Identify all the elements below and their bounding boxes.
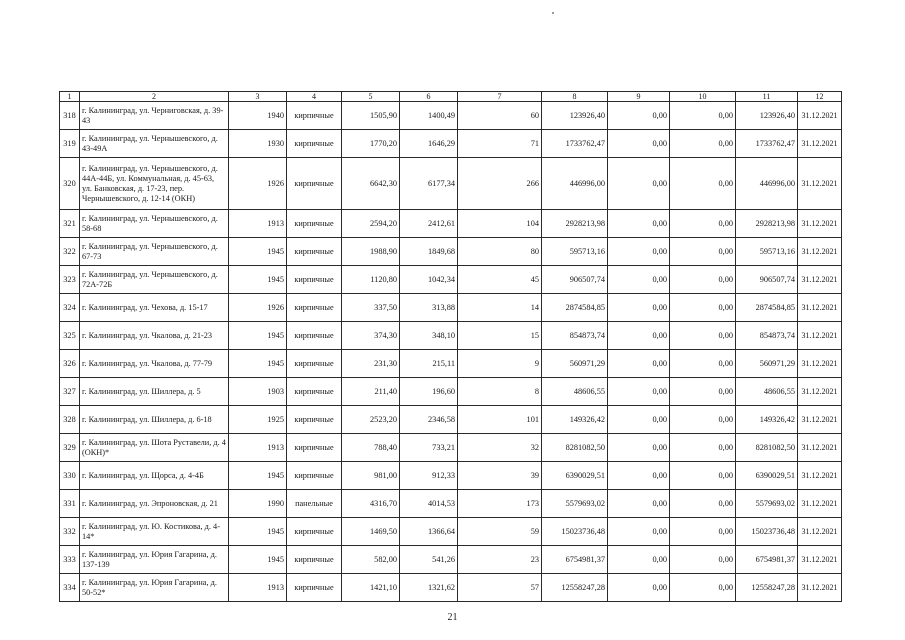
table-row: [60, 266, 842, 294]
table-row: [60, 158, 842, 210]
value-cell: 60: [458, 102, 542, 130]
year-cell: 1945: [229, 266, 287, 294]
value-cell: 1505,90: [342, 102, 400, 130]
row-number: 325: [60, 322, 80, 350]
date-cell: 31.12.2021: [798, 266, 842, 294]
row-number: 321: [60, 210, 80, 238]
year-cell: 1990: [229, 490, 287, 518]
row-number: 318: [60, 102, 80, 130]
date-cell: 31.12.2021: [798, 322, 842, 350]
value-cell: 4316,70: [342, 490, 400, 518]
value-cell: 266: [458, 158, 542, 210]
value-cell: 2594,20: [342, 210, 400, 238]
amount-cell: 0,00: [608, 574, 670, 602]
amount-cell: 0,00: [670, 378, 736, 406]
table-row: [60, 322, 842, 350]
column-header: 9: [608, 92, 670, 102]
address-cell: г. Калининград, ул. Шота Руставели, д. 4 (ОКН)*: [80, 434, 229, 462]
amount-cell: 906507,74: [542, 266, 608, 294]
value-cell: 788,40: [342, 434, 400, 462]
address-cell: г. Калининград, ул. Юрия Гагарина, д. 137-139: [80, 546, 229, 574]
value-cell: 15: [458, 322, 542, 350]
amount-cell: 2928213,98: [542, 210, 608, 238]
date-cell: 31.12.2021: [798, 102, 842, 130]
amount-cell: 48606,55: [542, 378, 608, 406]
date-cell: 31.12.2021: [798, 378, 842, 406]
page-number: 21: [447, 612, 458, 623]
amount-cell: 0,00: [670, 490, 736, 518]
row-number: 328: [60, 406, 80, 434]
amount-cell: 0,00: [608, 238, 670, 266]
value-cell: 1646,29: [400, 130, 458, 158]
value-cell: 981,00: [342, 462, 400, 490]
date-cell: 31.12.2021: [798, 294, 842, 322]
amount-cell: 0,00: [670, 130, 736, 158]
value-cell: 173: [458, 490, 542, 518]
row-number: 322: [60, 238, 80, 266]
value-cell: 14: [458, 294, 542, 322]
amount-cell: 149326,42: [736, 406, 798, 434]
value-cell: 211,40: [342, 378, 400, 406]
address-cell: г. Калининград, ул. Чкалова, д. 21-23: [80, 322, 229, 350]
date-cell: 31.12.2021: [798, 546, 842, 574]
amount-cell: 6390029,51: [542, 462, 608, 490]
value-cell: 1849,68: [400, 238, 458, 266]
table-row: [60, 574, 842, 602]
year-cell: 1926: [229, 158, 287, 210]
amount-cell: 560971,29: [542, 350, 608, 378]
column-header: 6: [400, 92, 458, 102]
value-cell: 912,33: [400, 462, 458, 490]
table-row: [60, 378, 842, 406]
value-cell: 541,26: [400, 546, 458, 574]
amount-cell: 0,00: [670, 266, 736, 294]
amount-cell: 12558247,28: [736, 574, 798, 602]
value-cell: 1421,10: [342, 574, 400, 602]
material-cell: кирпичные: [287, 210, 342, 238]
address-cell: г. Калининград, ул. Ю. Костикова, д. 4-14*: [80, 518, 229, 546]
year-cell: 1913: [229, 574, 287, 602]
row-number: 331: [60, 490, 80, 518]
amount-cell: 0,00: [670, 294, 736, 322]
amount-cell: 5579693,02: [542, 490, 608, 518]
value-cell: 337,50: [342, 294, 400, 322]
amount-cell: 0,00: [608, 210, 670, 238]
column-header: 2: [80, 92, 229, 102]
year-cell: 1945: [229, 518, 287, 546]
address-cell: г. Калининград, ул. Чернышевского, д. 44А-44Б, ул. Коммунальная, д. 45-63, ул. Банковская, д. 17-23, пер. Чернышевского, д. 12-14 (ОКН): [80, 158, 229, 210]
amount-cell: 0,00: [608, 434, 670, 462]
date-cell: 31.12.2021: [798, 574, 842, 602]
table-row: [60, 518, 842, 546]
material-cell: кирпичные: [287, 294, 342, 322]
column-header: 7: [458, 92, 542, 102]
column-header: 3: [229, 92, 287, 102]
amount-cell: 0,00: [670, 350, 736, 378]
column-number-header: [60, 92, 842, 102]
year-cell: 1903: [229, 378, 287, 406]
amount-cell: 12558247,28: [542, 574, 608, 602]
date-cell: 31.12.2021: [798, 462, 842, 490]
material-cell: кирпичные: [287, 350, 342, 378]
scan-speck: [552, 12, 554, 14]
address-cell: г. Калининград, ул. Шиллера, д. 5: [80, 378, 229, 406]
amount-cell: 0,00: [670, 238, 736, 266]
material-cell: кирпичные: [287, 546, 342, 574]
amount-cell: 2928213,98: [736, 210, 798, 238]
row-number: 324: [60, 294, 80, 322]
amount-cell: 0,00: [608, 102, 670, 130]
amount-cell: 0,00: [608, 378, 670, 406]
value-cell: 348,10: [400, 322, 458, 350]
amount-cell: 123926,40: [736, 102, 798, 130]
material-cell: кирпичные: [287, 266, 342, 294]
row-number: 323: [60, 266, 80, 294]
table-row: [60, 238, 842, 266]
material-cell: кирпичные: [287, 406, 342, 434]
amount-cell: 0,00: [670, 322, 736, 350]
year-cell: 1913: [229, 210, 287, 238]
year-cell: 1945: [229, 238, 287, 266]
address-cell: г. Калининград, ул. Чехова, д. 15-17: [80, 294, 229, 322]
amount-cell: 595713,16: [542, 238, 608, 266]
amount-cell: 0,00: [608, 406, 670, 434]
column-header: 1: [60, 92, 80, 102]
value-cell: 6177,34: [400, 158, 458, 210]
table-row: [60, 490, 842, 518]
row-number: 330: [60, 462, 80, 490]
value-cell: 231,30: [342, 350, 400, 378]
year-cell: 1945: [229, 350, 287, 378]
year-cell: 1940: [229, 102, 287, 130]
amount-cell: 8281082,50: [736, 434, 798, 462]
amount-cell: 48606,55: [736, 378, 798, 406]
amount-cell: 0,00: [670, 158, 736, 210]
amount-cell: 0,00: [608, 266, 670, 294]
value-cell: 59: [458, 518, 542, 546]
amount-cell: 8281082,50: [542, 434, 608, 462]
year-cell: 1945: [229, 322, 287, 350]
value-cell: 733,21: [400, 434, 458, 462]
amount-cell: 6754981,37: [542, 546, 608, 574]
column-header: 11: [736, 92, 798, 102]
amount-cell: 149326,42: [542, 406, 608, 434]
table-row: [60, 546, 842, 574]
value-cell: 2346,58: [400, 406, 458, 434]
material-cell: кирпичные: [287, 158, 342, 210]
value-cell: 32: [458, 434, 542, 462]
date-cell: 31.12.2021: [798, 434, 842, 462]
amount-cell: 0,00: [670, 434, 736, 462]
table-row: [60, 102, 842, 130]
amount-cell: 0,00: [670, 518, 736, 546]
amount-cell: 854873,74: [542, 322, 608, 350]
value-cell: 2523,20: [342, 406, 400, 434]
amount-cell: 123926,40: [542, 102, 608, 130]
value-cell: 4014,53: [400, 490, 458, 518]
material-cell: кирпичные: [287, 102, 342, 130]
amount-cell: 0,00: [608, 350, 670, 378]
value-cell: 582,00: [342, 546, 400, 574]
row-number: 329: [60, 434, 80, 462]
amount-cell: 6390029,51: [736, 462, 798, 490]
amount-cell: 2874584,85: [542, 294, 608, 322]
amount-cell: 0,00: [608, 518, 670, 546]
table-row: [60, 130, 842, 158]
amount-cell: 15023736,48: [736, 518, 798, 546]
table-row: [60, 462, 842, 490]
value-cell: 71: [458, 130, 542, 158]
material-cell: кирпичные: [287, 238, 342, 266]
address-cell: г. Калининград, ул. Юрия Гагарина, д. 50-52*: [80, 574, 229, 602]
amount-cell: 0,00: [608, 462, 670, 490]
year-cell: 1913: [229, 434, 287, 462]
material-cell: кирпичные: [287, 322, 342, 350]
amount-cell: 560971,29: [736, 350, 798, 378]
column-header: 10: [670, 92, 736, 102]
column-header: 12: [798, 92, 842, 102]
amount-cell: 0,00: [608, 158, 670, 210]
material-cell: кирпичные: [287, 378, 342, 406]
value-cell: 9: [458, 350, 542, 378]
table-row: [60, 434, 842, 462]
address-cell: г. Калининград, ул. Черниговская, д. 39-43: [80, 102, 229, 130]
value-cell: 1400,49: [400, 102, 458, 130]
material-cell: кирпичные: [287, 130, 342, 158]
value-cell: 196,60: [400, 378, 458, 406]
housing-register-table: [59, 91, 842, 602]
amount-cell: 0,00: [608, 490, 670, 518]
address-cell: г. Калининград, ул. Чернышевского, д. 72А-72Б: [80, 266, 229, 294]
date-cell: 31.12.2021: [798, 406, 842, 434]
amount-cell: 0,00: [670, 102, 736, 130]
value-cell: 313,88: [400, 294, 458, 322]
date-cell: 31.12.2021: [798, 158, 842, 210]
material-cell: кирпичные: [287, 574, 342, 602]
amount-cell: 5579693,02: [736, 490, 798, 518]
table-row: [60, 350, 842, 378]
amount-cell: 0,00: [608, 294, 670, 322]
value-cell: 104: [458, 210, 542, 238]
date-cell: 31.12.2021: [798, 350, 842, 378]
table-row: [60, 210, 842, 238]
address-cell: г. Калининград, ул. Чкалова, д. 77-79: [80, 350, 229, 378]
material-cell: кирпичные: [287, 462, 342, 490]
value-cell: 1366,64: [400, 518, 458, 546]
value-cell: 1042,34: [400, 266, 458, 294]
amount-cell: 15023736,48: [542, 518, 608, 546]
row-number: 332: [60, 518, 80, 546]
material-cell: панельные: [287, 490, 342, 518]
value-cell: 80: [458, 238, 542, 266]
table-row: [60, 406, 842, 434]
address-cell: г. Калининград, ул. Чернышевского, д. 67-73: [80, 238, 229, 266]
address-cell: г. Калининград, ул. Эпроновская, д. 21: [80, 490, 229, 518]
row-number: 333: [60, 546, 80, 574]
year-cell: 1945: [229, 462, 287, 490]
column-header: 5: [342, 92, 400, 102]
value-cell: 39: [458, 462, 542, 490]
column-header: 4: [287, 92, 342, 102]
amount-cell: 0,00: [670, 574, 736, 602]
date-cell: 31.12.2021: [798, 210, 842, 238]
amount-cell: 2874584,85: [736, 294, 798, 322]
value-cell: 1770,20: [342, 130, 400, 158]
amount-cell: 0,00: [670, 546, 736, 574]
amount-cell: 906507,74: [736, 266, 798, 294]
row-number: 334: [60, 574, 80, 602]
amount-cell: 0,00: [608, 546, 670, 574]
table-row: [60, 294, 842, 322]
address-cell: г. Калининград, ул. Чернышевского, д. 43-49А: [80, 130, 229, 158]
amount-cell: 1733762,47: [542, 130, 608, 158]
amount-cell: 0,00: [670, 462, 736, 490]
year-cell: 1925: [229, 406, 287, 434]
row-number: 319: [60, 130, 80, 158]
value-cell: 6642,30: [342, 158, 400, 210]
material-cell: кирпичные: [287, 518, 342, 546]
date-cell: 31.12.2021: [798, 518, 842, 546]
value-cell: 2412,61: [400, 210, 458, 238]
amount-cell: 0,00: [670, 210, 736, 238]
amount-cell: 595713,16: [736, 238, 798, 266]
row-number: 320: [60, 158, 80, 210]
value-cell: 8: [458, 378, 542, 406]
column-header: 8: [542, 92, 608, 102]
amount-cell: 6754981,37: [736, 546, 798, 574]
value-cell: 23: [458, 546, 542, 574]
year-cell: 1930: [229, 130, 287, 158]
value-cell: 1469,50: [342, 518, 400, 546]
amount-cell: 0,00: [608, 322, 670, 350]
year-cell: 1945: [229, 546, 287, 574]
year-cell: 1926: [229, 294, 287, 322]
date-cell: 31.12.2021: [798, 490, 842, 518]
value-cell: 215,11: [400, 350, 458, 378]
address-cell: г. Калининград, ул. Шиллера, д. 6-18: [80, 406, 229, 434]
amount-cell: 1733762,47: [736, 130, 798, 158]
value-cell: 1120,80: [342, 266, 400, 294]
amount-cell: 854873,74: [736, 322, 798, 350]
address-cell: г. Калининград, ул. Чернышевского, д. 58-68: [80, 210, 229, 238]
value-cell: 45: [458, 266, 542, 294]
value-cell: 374,30: [342, 322, 400, 350]
date-cell: 31.12.2021: [798, 130, 842, 158]
row-number: 326: [60, 350, 80, 378]
amount-cell: 0,00: [670, 406, 736, 434]
value-cell: 101: [458, 406, 542, 434]
value-cell: 57: [458, 574, 542, 602]
amount-cell: 446996,00: [736, 158, 798, 210]
amount-cell: 446996,00: [542, 158, 608, 210]
row-number: 327: [60, 378, 80, 406]
value-cell: 1988,90: [342, 238, 400, 266]
address-cell: г. Калининград, ул. Щорса, д. 4-4Б: [80, 462, 229, 490]
material-cell: кирпичные: [287, 434, 342, 462]
date-cell: 31.12.2021: [798, 238, 842, 266]
value-cell: 1321,62: [400, 574, 458, 602]
amount-cell: 0,00: [608, 130, 670, 158]
